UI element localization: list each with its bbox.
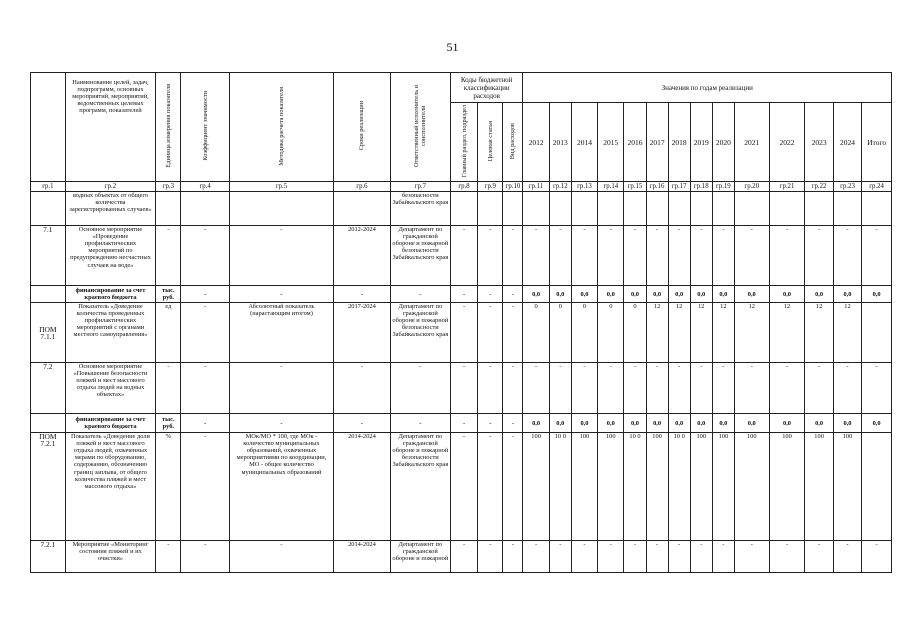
row-responsible: -	[390, 286, 450, 303]
year-2018: 2018	[668, 103, 690, 182]
value-cell: -	[690, 363, 712, 414]
row-method: МОк/МО * 100, где МОк - количество муниципальных образований, охваченных мероприятиями по координации, МО - общее количество муниципальных образований	[229, 433, 333, 541]
row-gr: -	[450, 541, 477, 573]
year-2013: 2013	[549, 103, 571, 182]
value-cell: -	[862, 363, 892, 414]
value-cell: -	[598, 363, 624, 414]
gr-label: гр.7	[390, 182, 450, 192]
gr-label: гр.15	[624, 182, 646, 192]
value-cell: -	[833, 541, 861, 573]
row-terms: -	[334, 414, 391, 433]
value-cell: 0,0	[598, 286, 624, 303]
row-vr: -	[503, 414, 523, 433]
row-method: -	[229, 286, 333, 303]
value-cell: 0,0	[805, 414, 833, 433]
gr-label: гр.3	[156, 182, 181, 192]
row-responsible: -	[390, 414, 450, 433]
row-coef: -	[181, 433, 229, 541]
value-cell: -	[712, 363, 734, 414]
row-code: 7.2	[31, 363, 66, 414]
gr-label: гр.10	[503, 182, 523, 192]
value-cell: -	[690, 226, 712, 286]
value-cell: 0,0	[646, 286, 668, 303]
table-row-7-2-1	[31, 541, 892, 573]
value-cell: -	[624, 363, 646, 414]
value-cell: 0,0	[624, 286, 646, 303]
row-terms: 2014-2024	[334, 541, 391, 573]
value-cell: -	[734, 541, 769, 573]
table-row-7-2	[31, 363, 892, 414]
value-cell: 0,0	[769, 414, 805, 433]
row-cs: -	[478, 303, 503, 363]
value-cell: 0,0	[805, 286, 833, 303]
row-responsible: безопасности Забайкальского края	[390, 192, 450, 226]
row-responsible: -	[390, 363, 450, 414]
row-vr: -	[503, 303, 523, 363]
value-cell: -	[833, 226, 861, 286]
value-cell: -	[805, 363, 833, 414]
header-values-by-year: Значения по годам реализации	[523, 73, 892, 103]
value-cell: 0,0	[668, 286, 690, 303]
value-cell: 100	[805, 433, 833, 541]
value-cell: 0,0	[668, 414, 690, 433]
row-name: финансирование за счет краевого бюджета	[65, 414, 156, 433]
row-cs: -	[478, 414, 503, 433]
value-cell: 0	[523, 303, 549, 363]
value-cell: 0,0	[690, 286, 712, 303]
value-cell: 12	[712, 303, 734, 363]
row-vr: -	[503, 286, 523, 303]
row-name: Основное мероприятие «Повышение безопасности пляжей и мест массового отдыха людей на водных объектах»	[65, 363, 156, 414]
value-cell: 12	[646, 303, 668, 363]
gr-label: гр.14	[598, 182, 624, 192]
row-gr: -	[450, 286, 477, 303]
value-cell: -	[862, 541, 892, 573]
row-terms: -	[334, 286, 391, 303]
value-cell: 0,0	[646, 414, 668, 433]
gr-label: гр.17	[668, 182, 690, 192]
value-cell: 0,0	[833, 286, 861, 303]
row-gr: -	[450, 433, 477, 541]
header-resp: Ответственный исполнитель и соисполнители	[390, 73, 450, 182]
gr-label: гр.1	[31, 182, 66, 192]
value-cell: -	[523, 541, 549, 573]
row-method: -	[229, 414, 333, 433]
header-budget-codes: Коды бюджетной классификации расходов	[450, 73, 523, 103]
gr-label: гр.19	[712, 182, 734, 192]
value-cell	[862, 303, 892, 363]
row-unit: ед	[156, 303, 181, 363]
row-coef: -	[181, 414, 229, 433]
gr-label: гр.8	[450, 182, 477, 192]
row-vr: -	[503, 433, 523, 541]
row-method: Абсолютный показатель (нарастающим итогом)	[229, 303, 333, 363]
row-name: Показатель «Доведение доли пляжей и мест массового отдыха людей, охваченных мерами по оборудованию, содержанию, обозначению границ заплыва, от общего количества пляжей и мест массового отдыха»	[65, 433, 156, 541]
year-2023: 2023	[805, 103, 833, 182]
gr-label: гр.21	[769, 182, 805, 192]
row-responsible: Департамент по гражданской обороне и пожарной безопасности Забайкальского края	[390, 303, 450, 363]
gr-label: гр.22	[805, 182, 833, 192]
value-cell: 0,0	[549, 414, 571, 433]
row-name: водных объектах от общего количества зарегистрированных случаев»	[65, 192, 156, 226]
row-cs: -	[478, 541, 503, 573]
header-names: Наименование целей, задач, подпрограмм, основных мероприятий, мероприятий, ведомственных целевых программ, показателей	[65, 73, 156, 182]
year-2015: 2015	[598, 103, 624, 182]
row-unit: -	[156, 226, 181, 286]
value-cell: 100	[769, 433, 805, 541]
value-cell: -	[549, 363, 571, 414]
value-cell: 12	[734, 303, 769, 363]
value-cell: 0,0	[712, 286, 734, 303]
row-responsible: Департамент по гражданской обороне и пожарной	[390, 541, 450, 573]
value-cell: 0,0	[862, 414, 892, 433]
row-code: ПОМ 7.1.1	[31, 303, 66, 363]
row-name: финансирование за счет краевого бюджета	[65, 286, 156, 303]
value-cell: 100	[712, 433, 734, 541]
row-code: ПОМ 7.2.1	[31, 433, 66, 541]
value-cell: 0,0	[571, 414, 597, 433]
year-2020: 2020	[712, 103, 734, 182]
program-table	[30, 72, 892, 573]
header-method: Методика расчета показателя	[229, 73, 333, 182]
row-name: Показатель «Доведение количества проведенных профилактических мероприятий с органами местного самоуправления»	[65, 303, 156, 363]
value-cell: -	[598, 226, 624, 286]
gr-label: гр.4	[181, 182, 229, 192]
year-2014: 2014	[571, 103, 597, 182]
table-row-financing-7-2	[31, 414, 892, 433]
gr-label: гр.24	[862, 182, 892, 192]
value-cell: 0,0	[523, 286, 549, 303]
value-cell: 0,0	[833, 414, 861, 433]
value-cell: -	[668, 541, 690, 573]
value-cell: 0	[598, 303, 624, 363]
value-cell: 0,0	[523, 414, 549, 433]
header-cs: Целевая статья	[478, 103, 503, 182]
row-coef: -	[181, 541, 229, 573]
year-total: Итого	[862, 103, 892, 182]
year-2021: 2021	[734, 103, 769, 182]
row-cs: -	[478, 433, 503, 541]
row-code: 7.1	[31, 226, 66, 286]
header-row-1	[31, 73, 892, 103]
gr-label: гр.20	[734, 182, 769, 192]
gr-label: гр.2	[65, 182, 156, 192]
gr-label: гр.9	[478, 182, 503, 192]
value-cell: 100	[523, 433, 549, 541]
value-cell: -	[769, 541, 805, 573]
value-cell: 0,0	[734, 414, 769, 433]
value-cell: 100	[690, 433, 712, 541]
row-method: -	[229, 226, 333, 286]
header-terms: Сроки реализации	[334, 73, 391, 182]
year-2022: 2022	[769, 103, 805, 182]
row-terms: 2017-2024	[334, 303, 391, 363]
value-cell: 0,0	[549, 286, 571, 303]
value-cell: -	[549, 541, 571, 573]
value-cell: 12	[668, 303, 690, 363]
row-vr: -	[503, 541, 523, 573]
row-gr: -	[450, 363, 477, 414]
header-empty	[31, 73, 66, 182]
value-cell: -	[523, 363, 549, 414]
value-cell: 100	[646, 433, 668, 541]
value-cell: -	[668, 226, 690, 286]
value-cell: 100	[571, 433, 597, 541]
year-2017: 2017	[646, 103, 668, 182]
row-cs: -	[478, 286, 503, 303]
gr-label: гр.23	[833, 182, 861, 192]
year-2012: 2012	[523, 103, 549, 182]
value-cell: 0,0	[769, 286, 805, 303]
value-cell: -	[805, 226, 833, 286]
value-cell: 0,0	[624, 414, 646, 433]
value-cell: -	[571, 226, 597, 286]
gr-label: гр.11	[523, 182, 549, 192]
value-cell: -	[646, 363, 668, 414]
row-terms: 2012-2024	[334, 226, 391, 286]
value-cell: -	[624, 541, 646, 573]
value-cell: -	[571, 541, 597, 573]
row-coef: -	[181, 303, 229, 363]
value-cell: 10 0	[668, 433, 690, 541]
value-cell: 100	[598, 433, 624, 541]
row-gr: -	[450, 303, 477, 363]
value-cell: -	[734, 226, 769, 286]
value-cell: 0,0	[712, 414, 734, 433]
row-responsible: Департамент по гражданской обороне и пожарной безопасности Забайкальского края	[390, 433, 450, 541]
gr-label: гр.13	[571, 182, 597, 192]
value-cell	[862, 433, 892, 541]
row-vr: -	[503, 226, 523, 286]
value-cell: 0,0	[598, 414, 624, 433]
value-cell: -	[734, 363, 769, 414]
value-cell: -	[862, 226, 892, 286]
value-cell: 0,0	[571, 286, 597, 303]
value-cell: 0,0	[734, 286, 769, 303]
value-cell: 100	[734, 433, 769, 541]
value-cell: -	[805, 541, 833, 573]
value-cell: 100	[833, 433, 861, 541]
value-cell: 0,0	[862, 286, 892, 303]
value-cell: 10 0	[549, 433, 571, 541]
value-cell: -	[646, 541, 668, 573]
table-row-pom-7-2-1	[31, 433, 892, 541]
row-unit: -	[156, 541, 181, 573]
row-unit: %	[156, 433, 181, 541]
value-cell: 0	[549, 303, 571, 363]
value-cell: 10 0	[624, 433, 646, 541]
header-coef: Коэффициент значимости	[181, 73, 229, 182]
row-unit: тыс. руб.	[156, 286, 181, 303]
value-cell: -	[523, 226, 549, 286]
gr-label: гр.12	[549, 182, 571, 192]
row-responsible: Департамент по гражданской обороне и пожарной безопасности Забайкальского края	[390, 226, 450, 286]
gr-label: гр.6	[334, 182, 391, 192]
column-number-row	[31, 182, 892, 192]
value-cell: 0	[624, 303, 646, 363]
row-code: 7.2.1	[31, 541, 66, 573]
year-2024: 2024	[833, 103, 861, 182]
table-row-continuation	[31, 192, 892, 226]
table-row-financing-7-1	[31, 286, 892, 303]
value-cell: -	[668, 363, 690, 414]
gr-label: гр.16	[646, 182, 668, 192]
row-unit: -	[156, 363, 181, 414]
year-2016: 2016	[624, 103, 646, 182]
page-number: 51	[446, 40, 459, 54]
value-cell: -	[598, 541, 624, 573]
value-cell: -	[833, 363, 861, 414]
row-cs: -	[478, 226, 503, 286]
row-method: -	[229, 541, 333, 573]
row-coef: -	[181, 363, 229, 414]
value-cell: -	[712, 541, 734, 573]
value-cell: -	[690, 541, 712, 573]
row-gr: -	[450, 226, 477, 286]
value-cell: 12	[805, 303, 833, 363]
year-2019: 2019	[690, 103, 712, 182]
row-name: Основное мероприятие «Проведение профилактических мероприятий по предупреждению несчастных случаев на воде»	[65, 226, 156, 286]
header-unit: Единица измерения показателя	[156, 73, 181, 182]
header-gr: Главный раздел, подраздел	[450, 103, 477, 182]
value-cell: 12	[690, 303, 712, 363]
row-terms: 2014-2024	[334, 433, 391, 541]
row-gr: -	[450, 414, 477, 433]
value-cell: -	[646, 226, 668, 286]
value-cell: -	[549, 226, 571, 286]
row-unit: тыс. руб.	[156, 414, 181, 433]
gr-label: гр.5	[229, 182, 333, 192]
value-cell: -	[624, 226, 646, 286]
value-cell: 0,0	[690, 414, 712, 433]
value-cell: 0	[571, 303, 597, 363]
value-cell: 12	[833, 303, 861, 363]
row-method: -	[229, 363, 333, 414]
table-row-pom-7-1-1	[31, 303, 892, 363]
row-cs: -	[478, 363, 503, 414]
row-terms: -	[334, 363, 391, 414]
value-cell: -	[712, 226, 734, 286]
value-cell: -	[769, 226, 805, 286]
row-coef: -	[181, 226, 229, 286]
row-name: Мероприятие «Мониторинг состояния пляжей и их очистки»	[65, 541, 156, 573]
row-coef: -	[181, 286, 229, 303]
value-cell: 12	[769, 303, 805, 363]
value-cell: -	[571, 363, 597, 414]
value-cell: -	[769, 363, 805, 414]
gr-label: гр.18	[690, 182, 712, 192]
header-vr: Вид расходов	[503, 103, 523, 182]
row-vr: -	[503, 363, 523, 414]
table-row-7-1	[31, 226, 892, 286]
